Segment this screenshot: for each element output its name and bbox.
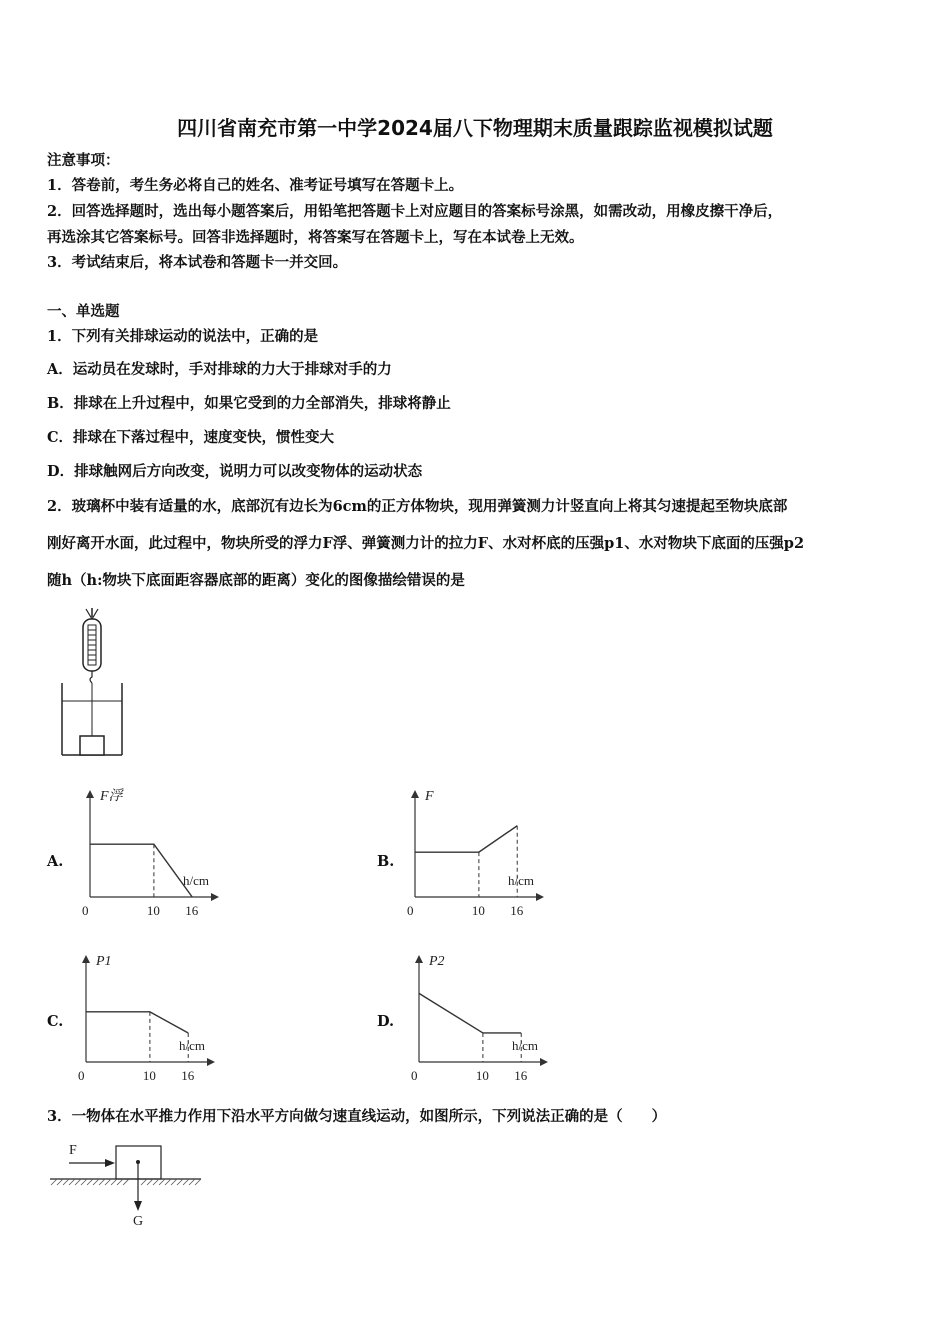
chart-option-c [64, 950, 224, 1085]
tick-label: 16 [510, 903, 524, 918]
tick-label: 10 [142, 1068, 156, 1083]
question-1-option-b: B．排球在上升过程中，如果它受到的力全部消失，排球将静止 [47, 395, 451, 412]
tick-label: 16 [181, 1068, 195, 1083]
tick-label: 16 [185, 903, 199, 918]
y-axis-arrow [411, 790, 419, 798]
option-b-label: B. [377, 853, 395, 870]
x-axis-arrow [540, 1058, 548, 1066]
tick-label: 0 [78, 1068, 85, 1083]
option-a-label: A. [47, 853, 64, 870]
chart-option-a [68, 785, 228, 920]
question-1-option-d: D．排球触网后方向改变，说明力可以改变物体的运动状态 [47, 463, 423, 480]
tick-label: 10 [475, 1068, 489, 1083]
notice-item: 3．考试结束后，将本试卷和答题卡一并交回。 [47, 254, 348, 271]
notice-item: 1．答卷前，考生务必将自己的姓名、准考证号填写在答题卡上。 [47, 177, 464, 194]
series-line [90, 844, 192, 897]
series-line [419, 993, 521, 1033]
question-1-option-c: C．排球在下落过程中，速度变快，惯性变大 [47, 429, 335, 446]
series-line [415, 826, 517, 852]
chart-option-b [393, 785, 553, 920]
y-axis-label: F浮 [100, 789, 123, 804]
tick-label: 10 [471, 903, 485, 918]
y-axis-arrow [82, 955, 90, 963]
chart-option-d [397, 950, 557, 1085]
y-axis-arrow [415, 955, 423, 963]
tick-label: 0 [82, 903, 89, 918]
question-2-line-2: 刚好离开水面，此过程中，物块所受的浮力F浮、弹簧测力计的拉力F、水对杯底的压强p1、水对物块下底面的压强p2 [47, 535, 805, 552]
option-c-label: C. [47, 1013, 64, 1030]
block-force-figure [45, 1135, 215, 1235]
question-2-line-3: 随h（h:物块下底面距容器底部的距离）变化的图像描绘错误的是 [47, 572, 465, 589]
question-1-stem: 1．下列有关排球运动的说法中，正确的是 [47, 328, 319, 345]
tick-label: 0 [407, 903, 414, 918]
force-label: F [69, 1143, 77, 1158]
option-d-label: D. [377, 1013, 395, 1030]
section-heading: 一、单选题 [47, 303, 120, 320]
x-axis-label: h/cm [179, 1038, 205, 1053]
y-axis-label: P2 [429, 954, 445, 969]
tick-label: 0 [411, 1068, 418, 1083]
notice-heading: 注意事项： [47, 152, 120, 169]
y-axis-label: F [425, 789, 434, 804]
tick-label: 16 [514, 1068, 528, 1083]
page-title: 四川省南充市第一中学2024届八下物理期末质量跟踪监视模拟试题 [177, 116, 773, 140]
y-axis-arrow [86, 790, 94, 798]
gravity-label: G [133, 1214, 144, 1229]
x-axis-label: h/cm [183, 873, 209, 888]
series-line [86, 1012, 188, 1033]
question-3-stem: 3．一物体在水平推力作用下沿水平方向做匀速直线运动，如图所示，下列说法正确的是（ ） [47, 1108, 667, 1125]
x-axis-label: h/cm [508, 873, 534, 888]
x-axis-label: h/cm [512, 1038, 538, 1053]
question-1-option-a: A．运动员在发球时，手对排球的力大于排球对手的力 [47, 361, 392, 378]
beaker-spring-scale-figure [55, 605, 130, 760]
x-axis-arrow [207, 1058, 215, 1066]
question-2-line-1: 2．玻璃杯中装有适量的水，底部沉有边长为6cm的正方体物块，现用弹簧测力计竖直向上将其匀速提起至物块底部 [47, 498, 788, 515]
x-axis-arrow [211, 893, 219, 901]
x-axis-arrow [536, 893, 544, 901]
y-axis-label: P1 [96, 954, 112, 969]
tick-label: 10 [146, 903, 160, 918]
notice-item: 2．回答选择题时，选出每小题答案后，用铅笔把答题卡上对应题目的答案标号涂黑，如需改动，用橡皮擦干净后， [47, 203, 783, 220]
notice-item: 再选涂其它答案标号。回答非选择题时，将答案写在答题卡上，写在本试卷上无效。 [47, 229, 584, 246]
